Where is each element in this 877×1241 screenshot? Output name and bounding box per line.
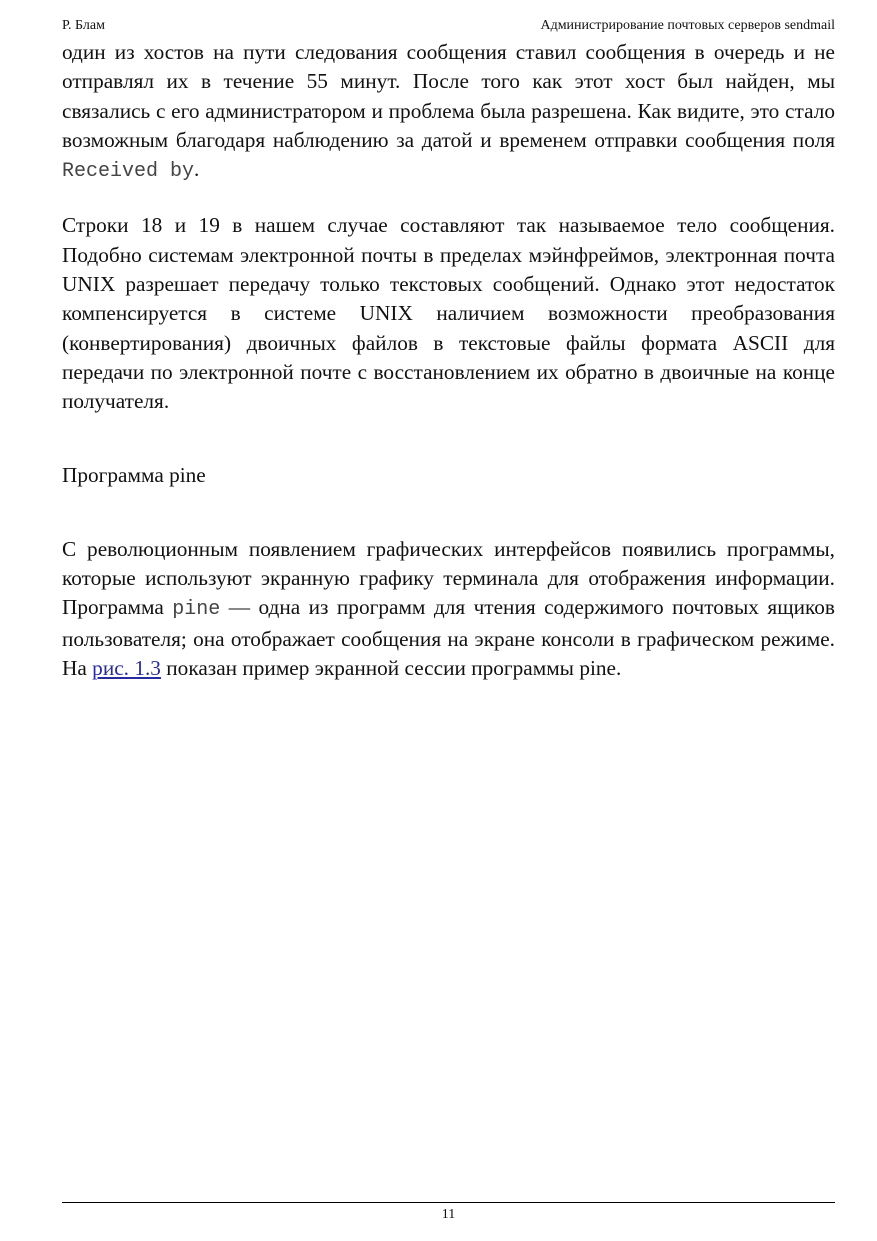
- paragraph-text: С революционным появлением графических интерфейсов появились программы, которые используют экранную графику терминала для отображения информации. Программа: [62, 536, 835, 620]
- page-content: [62, 38, 835, 683]
- paragraph-text: .: [194, 157, 200, 182]
- paragraph-received-by: [62, 38, 835, 186]
- inline-code-pine: pine: [172, 598, 221, 622]
- paragraph-text: показан пример экранной сессии программы pine.: [160, 656, 622, 681]
- inline-code-received-by: Received by: [62, 160, 195, 184]
- section-heading-pine: Программа pine: [62, 462, 206, 487]
- paragraph-message-body: Строки 18 и 19 в нашем случае составляют так называемое тело сообщения. Подобно системам электронной почты в пределах мэйнфреймов, электронная почта UNIX разрешает передачу только текстовых сообщений. Однако этот недостаток компенсируется в системе UNIX наличием возможности преобразования (конвертирования) двоичных файлов в текстовые файлы формата ASCII для передачи по электронной почте с восстановлением их обратно в двоичные на конце получателя.: [62, 213, 835, 414]
- figure-link-1-3[interactable]: рис. 1.3: [92, 656, 161, 681]
- paragraph-pine: [62, 535, 835, 683]
- header-author: Р. Блам: [62, 18, 105, 33]
- paragraph-text: — одна из программ для чтения содержимого почтовых ящиков пользователя; она отображает сообщения на экране консоли в графическом режиме. На: [62, 595, 835, 681]
- footer-divider: [62, 1202, 835, 1203]
- header-book-title: Администрирование почтовых серверов sendmail: [540, 18, 835, 33]
- page-number: 11: [441, 1207, 456, 1222]
- paragraph-text: один из хостов на пути следования сообщения ставил сообщения в очередь и не отправлял их в течение 55 минут. После того как этот хост был найден, мы связались с его администратором и проблема была разрешена. Как видите, это стало возможным благодаря наблюдению за датой и временем отправки сообщения поля: [62, 40, 835, 152]
